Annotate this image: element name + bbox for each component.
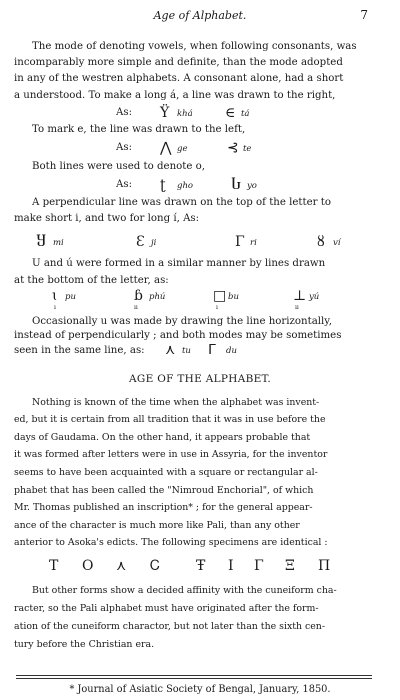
pali-glyph-tu: ⋏ — [165, 342, 176, 358]
para-age-line-5: seems to have been acquainted with a square or rectangular al- — [14, 467, 318, 478]
translit-vi: ví — [333, 238, 341, 248]
translit-te: te — [243, 144, 252, 154]
section-heading: AGE OF THE ALPHABET. — [129, 373, 271, 385]
para1-line-3: in any of the westren alphabets. A consonant alone, had a short — [14, 73, 344, 84]
translit-bu: bu — [228, 292, 239, 302]
vowel-mark: ı — [216, 304, 218, 311]
footnote-rule — [16, 675, 372, 676]
para-age-line-6: phabet that has been called the "Nimroud Enchorial", of which — [14, 485, 314, 496]
translit-ri: ri — [250, 238, 257, 248]
para-occ-line-1: Occasionally u was made by drawing the line horizontally, — [32, 316, 332, 327]
para1-line-1: The mode of denoting vowels, when following consonants, was — [32, 41, 357, 52]
specimen-glyph: Τ — [49, 558, 59, 574]
translit-ta: tá — [241, 109, 250, 119]
specimen-glyph: Ꮯ — [150, 558, 160, 574]
specimen-glyph: Ŧ — [196, 558, 206, 574]
running-header-title: Age of Alphabet. — [153, 9, 247, 22]
para-occ-line-2: instead of perpendicularly ; and both modes may be sometimes — [14, 330, 342, 341]
pali-glyph-ji: Ɛ — [136, 234, 145, 250]
para-age-line-9: anterior to Asoka's edicts. The following specimens are identical : — [14, 537, 328, 548]
specimen-glyph: Ο — [82, 558, 94, 574]
para1-line-4: a understood. To make a long á, a line was drawn to the right, — [14, 90, 336, 101]
para-i-line-2: make short i, and two for long í, As: — [14, 213, 200, 224]
vowel-mark: ıı — [134, 304, 138, 311]
line-mark-e: To mark e, the line was drawn to the left, — [32, 124, 246, 135]
pali-glyph-ri: Γ — [235, 234, 245, 250]
specimen-glyph: Π — [318, 558, 331, 574]
footnote: * Journal of Asiatic Society of Bengal, January, 1850. — [69, 684, 331, 695]
translit-mi: mi — [53, 238, 64, 248]
pali-glyph-bu: □ — [213, 288, 227, 304]
para-last-line-2: racter, so the Pali alphabet must have originated after the form- — [14, 603, 319, 614]
para-age-line-1: Nothing is known of the time when the alphabet was invent- — [32, 397, 320, 408]
translit-yu: yú — [309, 292, 320, 302]
as1-label: As: — [116, 107, 133, 118]
pali-glyph-yo: Ⴑ — [231, 177, 242, 193]
para-i-line-1: A perpendicular line was drawn on the top of the letter to — [32, 197, 331, 208]
para-occ-line-3: seen in the same line, as: — [14, 345, 145, 356]
line-denote-o: Both lines were used to denote o, — [32, 161, 205, 172]
translit-phu: phú — [149, 292, 166, 302]
para-last-line-3: ation of the cuneiform charactor, but not later than the sixth cen- — [14, 621, 326, 632]
translit-kha: khá — [177, 109, 193, 119]
para-age-line-4: it was formed after letters were in use in Assyria, for the inventor — [14, 449, 328, 460]
as3-label: As: — [116, 179, 133, 190]
para1-line-2: incomparably more simple and definite, than the mode adopted — [14, 57, 343, 68]
pali-glyph-mi: Ⴘ — [36, 234, 47, 250]
pali-glyph-ge: ⋀ — [160, 140, 172, 156]
specimen-glyph: Ξ — [285, 558, 295, 574]
as2-label: As: — [116, 142, 133, 153]
para-last-line-1: But other forms show a decided affinity with the cuneiform cha- — [32, 585, 337, 596]
translit-ge: ge — [177, 144, 188, 154]
translit-gho: gho — [177, 181, 194, 191]
translit-tu: tu — [182, 346, 191, 356]
para-u-line-1: U and ú were formed in a similar manner by lines drawn — [32, 258, 326, 269]
para-age-line-3: days of Gaudama. On the other hand, it appears probable that — [14, 432, 311, 443]
para-last-line-4: tury before the Christian era. — [14, 639, 155, 650]
translit-ji: ji — [151, 238, 157, 248]
pali-glyph-vi: ȣ — [317, 234, 325, 250]
vowel-mark: ıı — [295, 304, 299, 311]
pali-glyph-yu: ⊥ — [293, 288, 307, 304]
page-number: 7 — [360, 8, 368, 22]
specimen-glyph: Γ — [254, 558, 264, 574]
para-age-line-7: Mr. Thomas published an inscription* ; for the general appear- — [14, 502, 313, 513]
footnote-rule-double — [16, 678, 372, 679]
pali-glyph-pu: ɩ — [52, 288, 58, 304]
para-age-line-2: ed, but it is certain from all tradition that it was in use before the — [14, 414, 326, 425]
vowel-mark: ı — [54, 304, 56, 311]
translit-yo: yo — [247, 181, 257, 191]
para-age-line-8: ance of the character is much more like Pali, than any other — [14, 520, 300, 531]
para-u-line-2: at the bottom of the letter, as: — [14, 275, 169, 286]
pali-glyph-gho: ʈ — [160, 177, 166, 193]
pali-glyph-du: ᒥ — [208, 342, 216, 358]
translit-du: du — [226, 346, 237, 356]
pali-glyph-phu: ɓ — [134, 288, 143, 304]
pali-glyph-ta: ∈ — [225, 105, 236, 121]
translit-pu: pu — [65, 292, 76, 302]
pali-glyph-te: ⊰ — [227, 140, 239, 156]
pali-glyph-kha: Ϋ — [160, 105, 170, 121]
specimen-glyph: ⋏ — [116, 558, 127, 574]
specimen-glyph: Ι — [228, 558, 234, 574]
